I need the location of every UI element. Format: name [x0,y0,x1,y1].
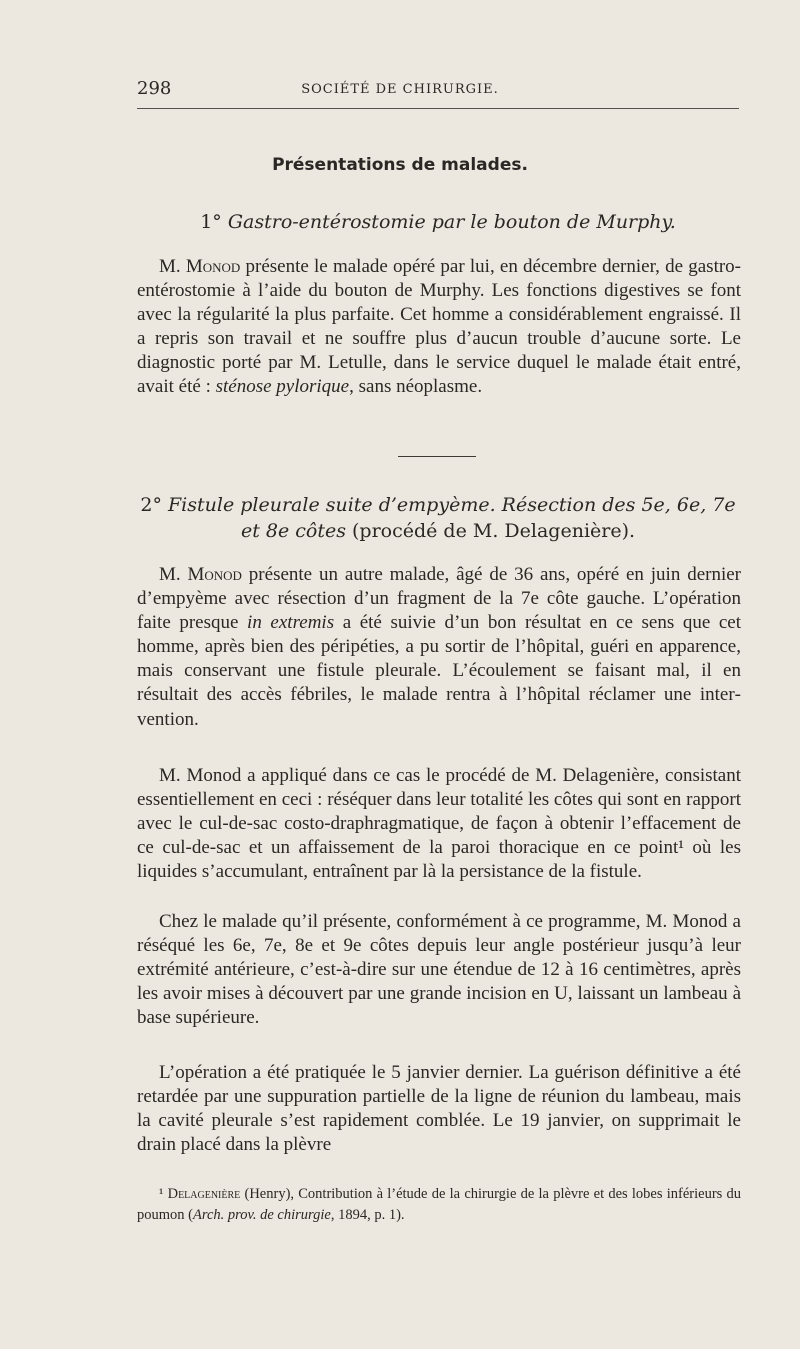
footnote-author: Delagenière [167,1186,241,1202]
section-title: Présentations de malades. [272,155,528,175]
separator-rule [398,456,476,457]
case-1-title: Gastro-entérostomie par le bouton de Murphy. [227,211,676,233]
case-2-number: 2° [140,494,162,516]
footnote-text: , 1894, p. 1). [330,1207,405,1223]
paragraph-text: présente un autre malade, âgé de 36 ans, opéré en juin dernier d’empyème avec résection d’un fragment de la 7e côte gauche. L’opération faite presque [137,564,741,634]
case-2-title-procedure: (procédé de M. Delagenière). [345,520,636,542]
case-2-paragraph-4: L’opération a été pratiquée le 5 janvier dernier. La guérison définitive a été retardée par une suppuration partielle de la ligne de réunion du lambeau, mais la cavité pleurale s’est rapidement comblée. Le 19 janvier, on supprimait le drain placé dans la plèvre [137,1062,741,1156]
speaker-name: M. Monod [159,256,241,277]
footnote-text: (Henry), Contribution à l’étude de la chirurgie de la plèvre et des lobes inférieurs du poumon ( [137,1186,742,1223]
running-title: SOCIÉTÉ DE CHIRURGIE. [301,82,499,97]
footnote [137,1184,741,1226]
paragraph-text: , sans néoplasme. [349,376,483,398]
case-2-paragraph-2: M. Monod a appliqué dans ce cas le procédé de M. Delagenière, consistant essentiellement en ceci : réséquer dans leur totalité les côtes qui sont en rapport avec le cul-de-sac costo-draphragmatique, de façon à obtenir l’effacement de ce cul-de-sac et un affaissement de la paroi thoracique en ce point¹ où les liquides s’accumulant, entraînent par là la persistance de la fistule. [137,765,741,883]
case-1-number: 1° [200,211,222,233]
footnote-mark: ¹ [159,1186,164,1202]
case-2-title: Fistule pleurale suite d’empyème. Résection des 5e, 6e, 7e et 8e côtes [168,494,736,542]
case-2-paragraph-1 [137,563,741,732]
page-number: 298 [137,78,172,99]
paragraph-text: a été suivie d’un bon résultat en ce sens que cet homme, après bien des péripéties, a pu sortir de l’hôpital, guéri en apparence, mais conservant une fistule pleurale. L’écoulement se faisant mal, il en résultait des accès fébriles, le malade rentra à l’hôpital réclamer une intervention. [137,612,741,730]
case-2-paragraph-3: Chez le malade qu’il présente, conformément à ce programme, M. Monod a réséqué les 6e, 7e, 8e et 9e côtes depuis leur angle postérieur jusqu’à leur extrémité antérieure, c’est-à-dire sur une étendue de 12 à 16 centimètres, après les avoir mises à découvert par une grande incision en U, laissant un lambeau à base supérieure. [137,911,741,1029]
running-header [0,78,800,102]
emphasis-text: sténose pylorique [215,376,350,398]
header-rule [137,108,739,109]
paragraph-text: présente le malade opéré par lui, en décembre dernier, de gastro-entérostomie à l’aide du bouton de Murphy. Les fonctions digestives se font avec la régularité la plus parfaite. Cet homme a considérablement engraissé. Il a repris son travail et ne souffre plus d’aucun trouble d’aucune sorte. Le diagnostic porté par M. Letulle, dans le service duquel le malade était entré, avait été : [137,256,742,398]
speaker-name: M. Monod [159,564,242,585]
footnote-journal: Arch. prov. de chirurgie [192,1207,331,1223]
case-1-heading [137,209,739,235]
case-1-paragraph [137,255,741,400]
case-2-heading [137,492,739,544]
emphasis-text: in extremis [247,612,335,634]
